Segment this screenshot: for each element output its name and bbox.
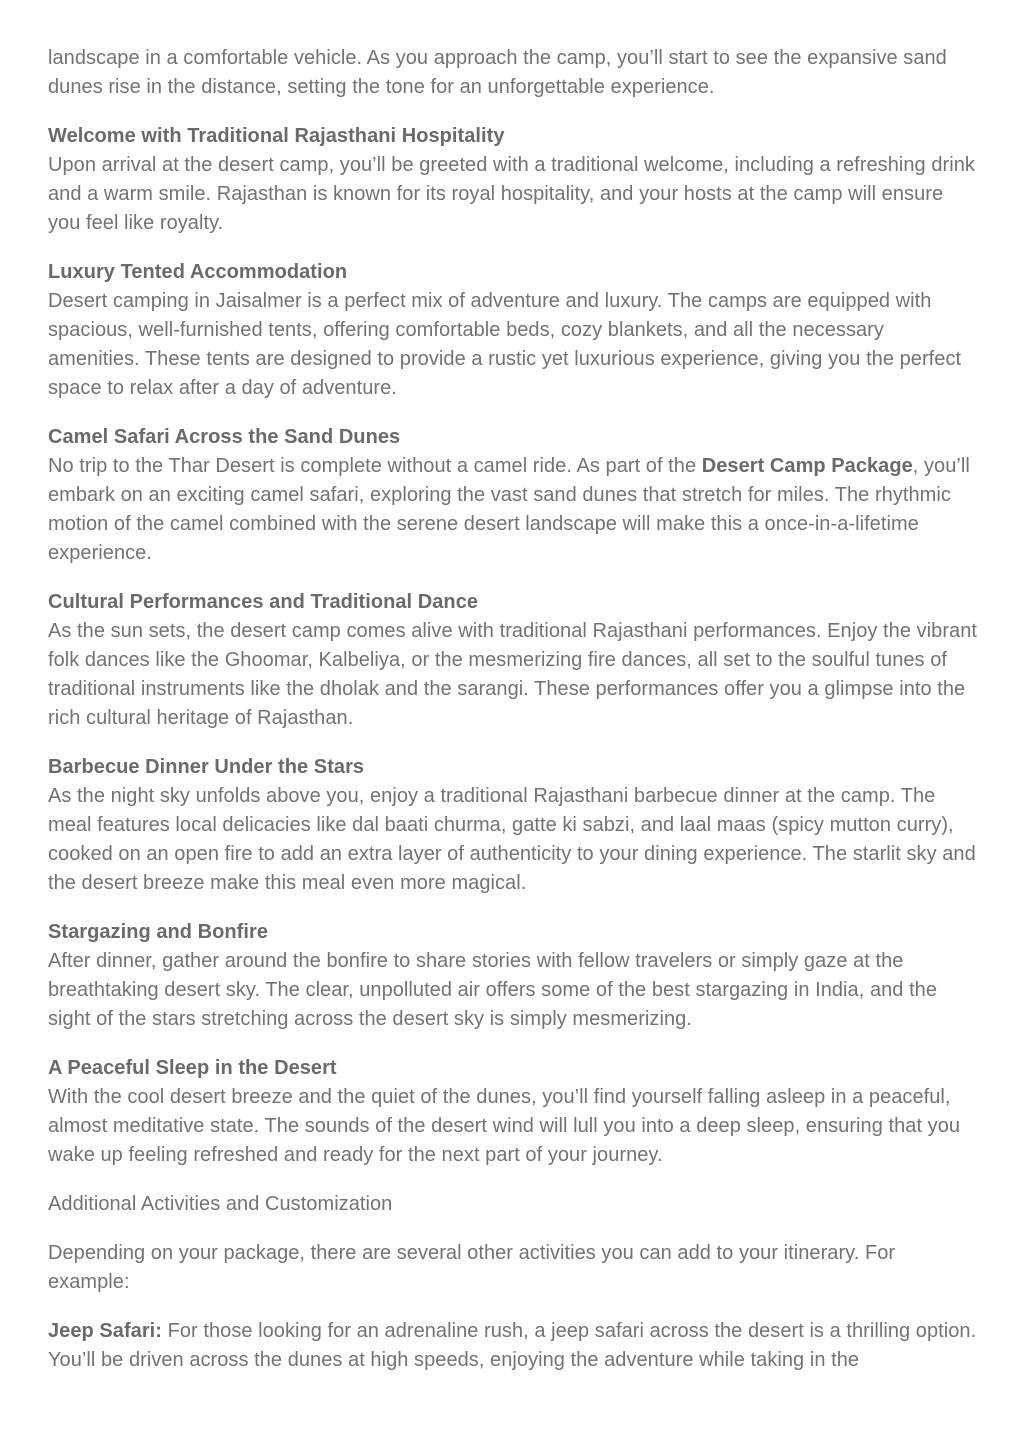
section-heading: A Peaceful Sleep in the Desert: [48, 1057, 337, 1079]
jeep-safari-paragraph: [48, 1317, 978, 1375]
section-body: As the sun sets, the desert camp comes alive with traditional Rajasthani performances. Enjoy the vibrant folk dances like the Ghoomar, Kalbeliya, or the mesmerizing fire dances, all set to the soulful tunes of traditional instruments like the dholak and the sarangi. These performances offer you a glimpse into the rich cultural heritage of Rajasthan.: [48, 620, 977, 729]
section-heading: Luxury Tented Accommodation: [48, 261, 348, 283]
additional-activities-heading: Additional Activities and Customization: [48, 1193, 393, 1215]
intro-paragraph-block: [48, 44, 978, 102]
section-stargazing: [48, 918, 978, 1034]
body-text-after: , you’ll embark on an exciting camel safari, exploring the vast sand dunes that stretch for miles. The rhythmic motion of the camel combined with the serene desert landscape will make this a once-in-a-lifetime experience.: [48, 455, 970, 564]
package-name-bold: Desert Camp Package: [701, 455, 913, 477]
section-body: Desert camping in Jaisalmer is a perfect mix of adventure and luxury. The camps are equipped with spacious, well-furnished tents, offering comfortable beds, cozy blankets, and all the necessary amenities. These tents are designed to provide a rustic yet luxurious experience, giving you the perfect space to relax after a day of adventure.: [48, 290, 962, 399]
section-barbecue-dinner: [48, 753, 978, 898]
section-heading: Stargazing and Bonfire: [48, 921, 269, 943]
section-body: After dinner, gather around the bonfire to share stories with fellow travelers or simply gaze at the breathtaking desert sky. The clear, unpolluted air offers some of the best stargazing in India, and the sight of the stars stretching across the desert sky is simply mesmerizing.: [48, 950, 938, 1030]
section-heading: Camel Safari Across the Sand Dunes: [48, 426, 401, 448]
section-peaceful-sleep: [48, 1054, 978, 1170]
section-hospitality: [48, 122, 978, 238]
intro-paragraph: landscape in a comfortable vehicle. As you approach the camp, you’ll start to see the expansive sand dunes rise in the distance, setting the tone for an unforgettable experience.: [48, 47, 947, 98]
document-page: [48, 44, 978, 1375]
section-accommodation: [48, 258, 978, 403]
section-cultural-performances: [48, 588, 978, 733]
section-heading: Welcome with Traditional Rajasthani Hospitality: [48, 125, 505, 147]
section-heading: Barbecue Dinner Under the Stars: [48, 756, 365, 778]
jeep-safari-text: For those looking for an adrenaline rush, a jeep safari across the desert is a thrilling option. You’ll be driven across the dunes at high speeds, enjoying the adventure while taking in the: [48, 1320, 977, 1371]
section-body: With the cool desert breeze and the quiet of the dunes, you’ll find yourself falling asleep in a peaceful, almost meditative state. The sounds of the desert wind will lull you into a deep sleep, ensuring that you wake up feeling refreshed and ready for the next part of your journey.: [48, 1086, 961, 1166]
section-body: Upon arrival at the desert camp, you’ll be greeted with a traditional welcome, including a refreshing drink and a warm smile. Rajasthan is known for its royal hospitality, and your hosts at the camp will ensure you feel like royalty.: [48, 154, 975, 234]
section-body: As the night sky unfolds above you, enjoy a traditional Rajasthani barbecue dinner at the camp. The meal features local delicacies like dal baati churma, gatte ki sabzi, and laal maas (spicy mutton curry), cooked on an open fire to add an extra layer of authenticity to your dining experience. The starlit sky and the desert breeze make this meal even more magical.: [48, 785, 976, 894]
body-text-before: No trip to the Thar Desert is complete without a camel ride. As part of the: [48, 455, 702, 477]
jeep-safari-label: Jeep Safari:: [48, 1320, 162, 1342]
section-camel-safari: [48, 423, 978, 568]
section-heading: Cultural Performances and Traditional Dance: [48, 591, 479, 613]
section-body: [48, 452, 978, 568]
additional-activities-intro: Depending on your package, there are several other activities you can add to your itinerary. For example:: [48, 1242, 896, 1293]
